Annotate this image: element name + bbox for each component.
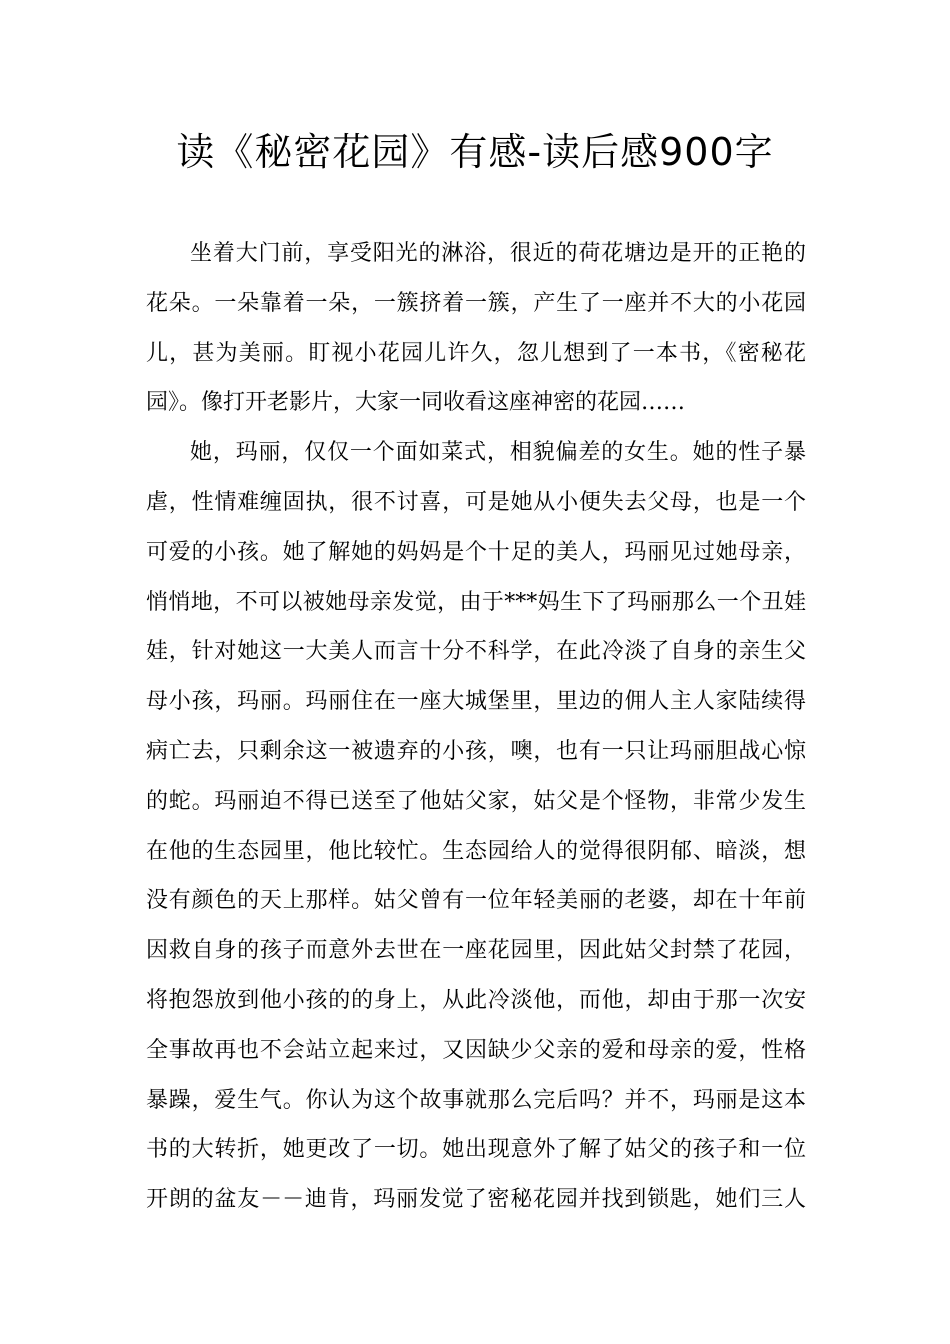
text-line: 在他的生态园里，他比较忙。生态园给人的觉得很阴郁、暗淡，想 [146,838,806,864]
text-line: 暴躁，爱生气。你认为这个故事就那么完后吗？并不，玛丽是这本 [146,1087,806,1113]
text-line: 儿，甚为美丽。盯视小花园儿许久，忽儿想到了一本书，《密秘花 [146,340,806,366]
text-line: 花朵。一朵靠着一朵，一簇挤着一簇，产生了一座并不大的小花园 [146,290,806,316]
paragraph-2 [146,428,806,1225]
text-line: 虐，性情难缠固执，很不讨喜，可是她从小便失去父母，也是一个 [146,489,806,515]
document-body [146,229,806,1225]
text-line: 书的大转折，她更改了一切。她出现意外了解了姑父的孩子和一位 [146,1137,806,1163]
text-line: 开朗的盆友－－迪肯，玛丽发觉了密秘花园并找到锁匙，她们三人 [146,1187,806,1213]
paragraph-1 [146,229,806,428]
text-line: 病亡去，只剩余这一被遗弃的小孩，噢，也有一只让玛丽胆战心惊 [146,738,806,764]
text-line: 没有颜色的天上那样。姑父曾有一位年轻美丽的老婆，却在十年前 [146,888,806,914]
text-line: 娃，针对她这一大美人而言十分不科学，在此冷淡了自身的亲生父 [146,639,806,665]
text-line: 园》。像打开老影片，大家一同收看这座神密的花园…… [146,390,686,416]
text-line: 悄悄地，不可以被她母亲发觉，由于***妈生下了玛丽那么一个丑娃 [146,589,806,615]
text-line: 将抱怨放到他小孩的的身上，从此冷淡他，而他，却由于那一次安 [146,987,806,1013]
text-line: 她，玛丽，仅仅一个面如菜式，相貌偏差的女生。她的性子暴 [190,440,806,466]
document-title: 读《秘密花园》有感-读后感900字 [176,130,774,174]
text-line: 母小孩，玛丽。玛丽住在一座大城堡里，里边的佣人主人家陆续得 [146,689,806,715]
text-line: 全事故再也不会站立起来过，又因缺少父亲的爱和母亲的爱，性格 [146,1037,806,1063]
text-line: 坐着大门前，享受阳光的淋浴，很近的荷花塘边是开的正艳的 [190,241,806,266]
text-line: 的蛇。玛丽迫不得已送至了他姑父家，姑父是个怪物，非常少发生 [146,788,806,814]
text-line: 因救自身的孩子而意外去世在一座花园里，因此姑父封禁了花园， [146,938,806,964]
text-line: 可爱的小孩。她了解她的妈妈是个十足的美人，玛丽见过她母亲， [146,539,806,565]
